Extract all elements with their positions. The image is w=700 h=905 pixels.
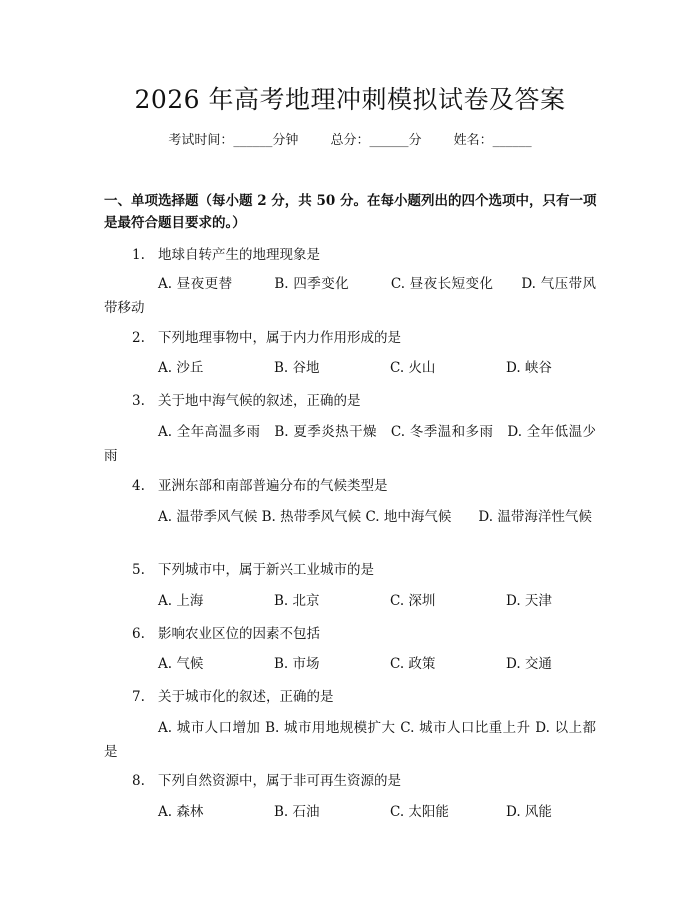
- option-d[interactable]: D. 以上都是: [104, 720, 597, 760]
- option-b[interactable]: B. 四季变化: [274, 276, 350, 292]
- question-text: 亚洲东部和南部普遍分布的气候类型是: [158, 478, 388, 494]
- question-options: [104, 589, 596, 613]
- question-stem: [132, 687, 334, 707]
- option-a[interactable]: A. 昼夜更替: [158, 276, 233, 292]
- score-label: 总分：: [330, 133, 370, 148]
- question-number: 3.: [132, 393, 145, 409]
- option-b[interactable]: B. 市场: [274, 656, 320, 672]
- option-c[interactable]: C. 冬季温和多雨: [390, 424, 494, 440]
- time-blank[interactable]: ______: [233, 133, 273, 148]
- question-stem: [132, 624, 320, 644]
- option-a[interactable]: A. 气候: [158, 656, 204, 672]
- name-field: [454, 133, 532, 148]
- question-text: 下列城市中，属于新兴工业城市的是: [158, 562, 374, 578]
- question-options: [104, 272, 596, 320]
- question-options: [104, 420, 596, 468]
- option-b[interactable]: B. 热带季风气候: [261, 509, 362, 525]
- option-c[interactable]: C. 地中海气候: [365, 509, 452, 525]
- question-stem: [132, 476, 388, 496]
- question-number: 4.: [132, 478, 145, 494]
- total-score-field: [330, 133, 421, 148]
- question-options: [104, 652, 596, 676]
- option-a[interactable]: A. 上海: [158, 593, 204, 609]
- question-options: [104, 800, 596, 824]
- question-stem: [132, 771, 401, 791]
- option-c[interactable]: C. 政策: [390, 656, 436, 672]
- option-c[interactable]: C. 昼夜长短变化: [390, 276, 494, 292]
- question-options: [104, 505, 596, 529]
- option-a[interactable]: A. 城市人口增加: [158, 720, 261, 736]
- question-number: 2.: [132, 330, 145, 346]
- question-number: 5.: [132, 562, 145, 578]
- option-a[interactable]: A. 沙丘: [158, 360, 204, 376]
- option-b[interactable]: B. 石油: [274, 804, 320, 820]
- exam-info-line: [0, 132, 700, 150]
- page-title: 2026 年高考地理冲刺模拟试卷及答案: [134, 85, 566, 114]
- question-stem: [132, 328, 401, 348]
- name-blank[interactable]: ______: [492, 133, 532, 148]
- question-stem: [132, 391, 361, 411]
- option-a[interactable]: A. 森林: [158, 804, 204, 820]
- option-c[interactable]: C. 深圳: [390, 593, 436, 609]
- question-text: 下列地理事物中，属于内力作用形成的是: [158, 330, 401, 346]
- question-options: [104, 356, 596, 380]
- score-unit: 分: [408, 133, 422, 148]
- option-d[interactable]: D. 温带海洋性气候: [478, 509, 592, 525]
- option-d[interactable]: D. 交通: [506, 656, 552, 672]
- question-text: 影响农业区位的因素不包括: [158, 626, 320, 642]
- question-options: [104, 716, 596, 764]
- question-text: 关于地中海气候的叙述，正确的是: [158, 393, 361, 409]
- option-d[interactable]: D. 风能: [506, 804, 552, 820]
- question-text: 地球自转产生的地理现象是: [158, 247, 320, 263]
- section-heading: 一、单项选择题（每小题 2 分，共 50 分。在每小题列出的四个选项中，只有一项是最符合题目要求的。）: [104, 193, 597, 231]
- question-number: 7.: [132, 689, 145, 705]
- option-d[interactable]: D. 气压带风带移动: [104, 276, 597, 316]
- question-number: 8.: [132, 773, 145, 789]
- question-number: 6.: [132, 626, 145, 642]
- question-text: 关于城市化的叙述，正确的是: [158, 689, 334, 705]
- option-b[interactable]: B. 北京: [274, 593, 320, 609]
- time-unit: 分钟: [272, 133, 299, 148]
- question-text: 下列自然资源中，属于非可再生资源的是: [158, 773, 401, 789]
- option-b[interactable]: B. 谷地: [274, 360, 320, 376]
- score-blank[interactable]: ______: [369, 133, 409, 148]
- option-a[interactable]: A. 温带季风气候: [158, 509, 258, 525]
- option-a[interactable]: A. 全年高温多雨: [158, 424, 261, 440]
- option-d[interactable]: D. 全年低温少雨: [104, 424, 597, 464]
- option-c[interactable]: C. 太阳能: [390, 804, 449, 820]
- option-b[interactable]: B. 夏季炎热干燥: [274, 424, 377, 440]
- option-c[interactable]: C. 城市人口比重上升: [400, 720, 531, 736]
- question-stem: [132, 245, 320, 265]
- option-d[interactable]: D. 天津: [506, 593, 552, 609]
- option-b[interactable]: B. 城市用地规模扩大: [265, 720, 396, 736]
- name-label: 姓名：: [453, 133, 493, 148]
- option-d[interactable]: D. 峡谷: [506, 360, 552, 376]
- question-stem: [132, 560, 374, 580]
- option-c[interactable]: C. 火山: [390, 360, 436, 376]
- question-number: 1.: [132, 247, 145, 263]
- time-label: 考试时间：: [168, 133, 234, 148]
- exam-time-field: [168, 133, 298, 148]
